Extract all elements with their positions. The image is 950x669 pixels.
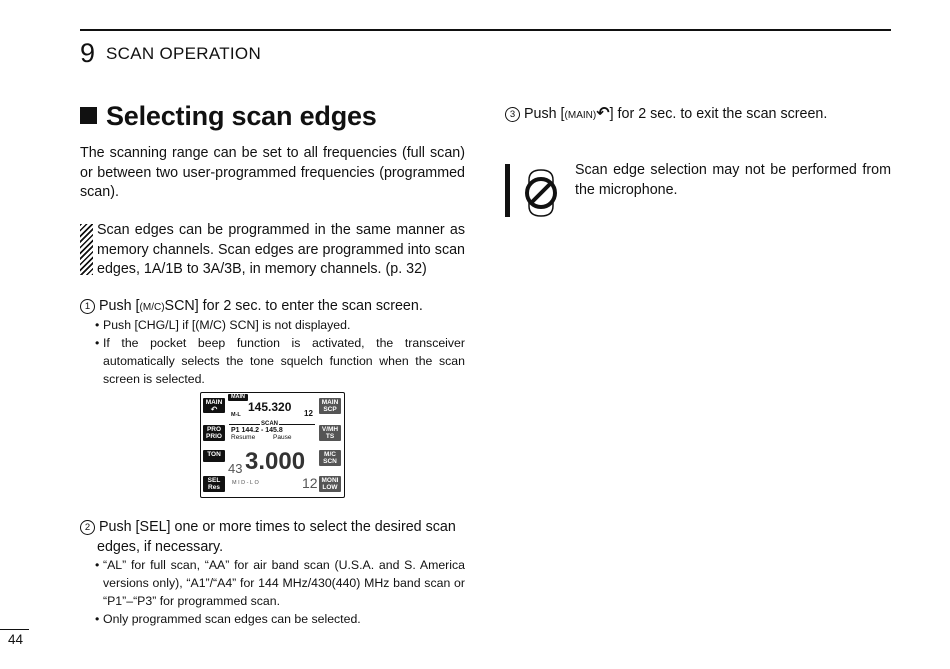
lcd-freq-top: 145.320: [248, 400, 292, 414]
step-2-line2: edges, if necessary.: [97, 538, 224, 555]
step-2: [80, 518, 465, 557]
bullet-item: • Push [CHG/L] if [(M/C) SCN] is not displayed.: [95, 316, 465, 334]
step-number-1: 1: [80, 299, 95, 314]
step-1-key-small: (M/C): [139, 302, 165, 313]
chapter-title: SCAN OPERATION: [106, 44, 262, 63]
lcd-edge-row: P1 144.2 - 145.8: [231, 427, 283, 434]
lcd-display: [200, 392, 345, 498]
lcd-key-vmh-ts: V/MH TS: [319, 425, 341, 441]
step-1-bullets: [95, 316, 465, 388]
step-1-key: SCN: [164, 298, 195, 314]
note-paragraph: Scan edges can be programmed in the same manner as memory channels. Scan edges are programmed into scan edges, 1A/1B to 3A/3B, in memory channels. (p. 32): [97, 222, 465, 277]
step-1-pre: Push [: [99, 298, 140, 314]
step-3: [505, 104, 891, 126]
step-1: [80, 297, 465, 318]
bullet-item: • “AL” for full scan, “AA” for air band scan (U.S.A. and S. America versions only), “A1”/“A4” for 144 MHz/430(440) MHz band scan or “P1”–“P3” for programmed scan.: [95, 556, 465, 610]
return-arrow-icon: ↶: [210, 405, 218, 414]
bullet-item: • If the pocket beep function is activated, the transceiver automatically selects the tone squelch function when the scan screen is selected.: [95, 334, 465, 388]
step-3-pre: Push [: [524, 106, 565, 122]
lcd-pause: Pause: [273, 434, 292, 441]
no-microphone-icon: [519, 164, 563, 220]
note-microphone: Scan edge selection may not be performed from the microphone.: [575, 162, 891, 198]
step-number-3: 3: [505, 107, 520, 122]
lcd-key-ton: TON: [203, 450, 225, 462]
chapter-number: 9: [80, 38, 96, 68]
step-2-line1: Push [SEL] one or more times to select the desired scan: [99, 519, 456, 535]
lcd-key-mc-scn: M/C SCN: [319, 450, 341, 466]
lcd-scan-label: SCAN: [261, 421, 279, 427]
lcd-ch-top: 12: [304, 409, 313, 418]
step-number-2: 2: [80, 520, 95, 535]
lcd-key-sel: SEL Res: [203, 476, 225, 492]
lcd-key-moni-low: MONI LOW: [319, 476, 341, 492]
step-2-bullets: [95, 556, 465, 628]
page-number: 44: [8, 632, 24, 647]
step-3-key-small: (MAIN): [564, 110, 597, 121]
bullet-item: • Only programmed scan edges can be selected.: [95, 610, 465, 628]
section-title: [80, 98, 377, 134]
return-arrow-icon: ↶: [596, 105, 610, 122]
lcd-key-main: MAIN ↶: [203, 398, 225, 413]
note-hatch-icon: [80, 224, 93, 275]
step-1-post: ] for 2 sec. to enter the scan screen.: [194, 298, 423, 314]
square-bullet-icon: [80, 107, 97, 124]
lcd-power: MID-LO: [232, 480, 261, 486]
lcd-resume: Resume: [231, 434, 256, 441]
page-number-rule: [0, 629, 29, 630]
lcd-freq-prefix: 43: [228, 461, 243, 476]
step-3-post: ] for 2 sec. to exit the scan screen.: [609, 106, 828, 122]
lcd-main-tag: MAIN: [228, 394, 248, 401]
section-title-text: Selecting scan edges: [106, 101, 377, 131]
header-rule: [80, 29, 891, 31]
lcd-ml: M-L: [231, 412, 241, 418]
lcd-ch-bottom: 12: [302, 475, 318, 491]
intro-paragraph: The scanning range can be set to all frequencies (full scan) or between two user-programmed frequencies (programmed scan).: [80, 145, 465, 200]
note-bar: [505, 164, 510, 217]
lcd-key-pro-prio: PRO PRIO: [203, 425, 225, 441]
lcd-key-main-scp: MAIN SCP: [319, 398, 341, 414]
lcd-freq-main: 3.000: [245, 448, 306, 475]
